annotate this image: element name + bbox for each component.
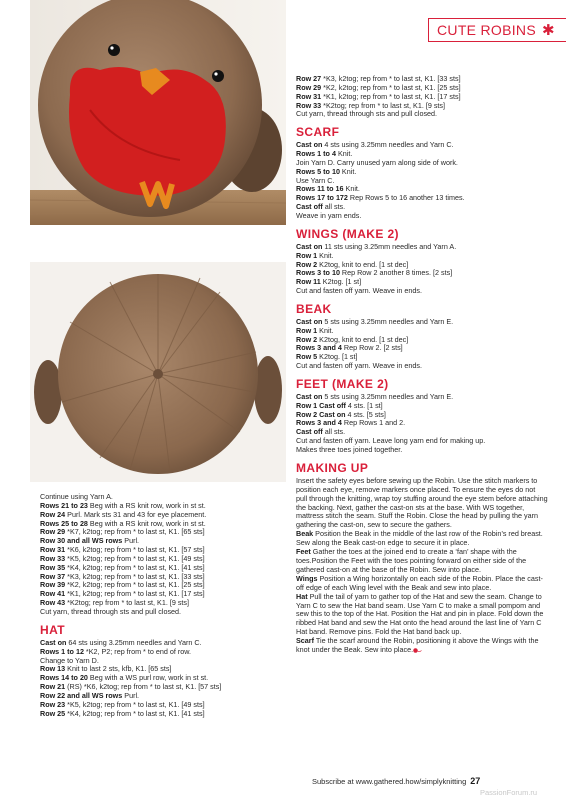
section-header-tab xyxy=(428,18,566,42)
pattern-row: Row 35 *K4, k2tog; rep from * to last st, K1. [41 sts] xyxy=(40,562,205,572)
pattern-row: Cut yarn, thread through sts and pull closed. xyxy=(40,606,182,616)
feet-heading: FEET (MAKE 2) xyxy=(296,376,389,391)
subscribe-link[interactable]: Subscribe at www.gathered.how/simplyknitting xyxy=(312,777,467,786)
watermark: PassionForum.ru xyxy=(480,788,538,797)
pattern-row: Cast on 5 sts using 3.25mm needles and Yarn E. xyxy=(296,316,454,326)
pattern-row: Cast on 5 sts using 3.25mm needles and Yarn E. xyxy=(296,391,454,401)
body-top-rows xyxy=(296,75,548,119)
pattern-row: Row 39 *K2, k2tog; rep from * to last st, K1. [25 sts] xyxy=(40,580,205,590)
pattern-row: Makes three toes joined together. xyxy=(296,445,403,454)
pattern-row: Row 37 *K3, k2tog; rep from * to last st, K1. [33 sts] xyxy=(40,571,205,581)
pattern-row: Cast off all sts. xyxy=(296,427,346,437)
pattern-row: Row 13 Knit to last 2 sts, kfb, K1. [65 sts] xyxy=(40,664,172,674)
pattern-row: Row 30 and all WS rows Purl. xyxy=(40,536,140,546)
pattern-row: Row 2 Cast on 4 sts. [5 sts] xyxy=(296,409,386,419)
pattern-row: Row 41 *K1, k2tog; rep from * to last st, K1. [17 sts] xyxy=(40,589,205,599)
pattern-row: Rows 1 to 12 *K2, P2; rep from * to end of row. xyxy=(40,646,192,656)
beak-heading: BEAK xyxy=(296,301,332,316)
pattern-row: Cut and fasten off yarn. Weave in ends. xyxy=(296,361,422,371)
pattern-row: Row 1 Knit. xyxy=(296,325,334,335)
right-text-column xyxy=(296,75,548,655)
pattern-row: Row 33 *K2tog; rep from * to last st, K1. [9 sts] xyxy=(296,100,446,110)
making-up-text xyxy=(296,477,548,655)
pattern-row: Cast off all sts. xyxy=(296,202,346,212)
making-up-heading: MAKING UP xyxy=(296,460,369,475)
scarf-rows xyxy=(296,141,548,221)
pattern-row: Row 11 K2tog. [1 st] xyxy=(296,277,362,287)
pattern-row: Row 29 *K2, k2tog; rep from * to last st, K1. [25 sts] xyxy=(296,82,461,92)
pattern-row: Rows 17 to 172 Rep Rows 5 to 16 another 13 times. xyxy=(296,193,465,203)
pattern-row: Rows 25 to 28 Beg with a RS knit row, work in st st. xyxy=(40,518,206,528)
page-number: 27 xyxy=(470,776,481,786)
scarf-heading: SCARF xyxy=(296,125,340,140)
beak-rows xyxy=(296,318,548,371)
making-up-intro: Insert the safety eyes before sewing up the Robin. Use the stitch markers to position each eye, remove markers once placed. To ensure the eyes do not pull through the knitting, wrap toy stuffing around the eye stem before attaching the backing. Next, gather the cast-on sts at the base. With WS together, mattress stitch the seam. Stuff the Robin. Close the head by pulling the yarn gathering the cast-on, sew to secure the gathers. xyxy=(296,475,548,530)
pattern-row: Rows 1 to 4 Knit. xyxy=(296,149,353,159)
pattern-row: Row 2 K2tog, knit to end. [1 st dec] xyxy=(296,259,409,269)
pattern-row: Row 29 *K7, k2tog; rep from * to last st, K1. [65 sts] xyxy=(40,527,205,537)
pattern-row: Row 2 K2tog, knit to end. [1 st dec] xyxy=(296,334,409,344)
pattern-row: Cast on 64 sts using 3.25mm needles and Yarn C. xyxy=(40,637,202,647)
robin-back-photo xyxy=(30,262,286,482)
pattern-row: Change to Yarn D. xyxy=(40,655,99,665)
pattern-row: Rows 11 to 16 Knit. xyxy=(296,184,360,194)
pattern-row: Rows 3 to 10 Rep Row 2 another 8 times. [2 sts] xyxy=(296,268,453,278)
hat-rows xyxy=(40,639,290,719)
pattern-row: Rows 21 to 23 Beg with a RS knit row, work in st st. xyxy=(40,500,206,510)
pattern-row: Row 25 *K4, k2tog; rep from * to last st, K1. [41 sts] xyxy=(40,708,205,718)
making-up-step: Feet Gather the toes at the joined end to create a ‘fan’ shape with the toes.Position the Feet with the toes pointing forward on either side of the gathered cast-on at the base of the Robin. Sew into place. xyxy=(296,547,527,574)
hat-heading: HAT xyxy=(40,622,65,637)
body-intro: Continue using Yarn A. xyxy=(40,492,113,501)
page-footer xyxy=(312,776,552,786)
pattern-row: Rows 3 and 4 Rep Row 2. [2 sts] xyxy=(296,343,403,353)
pattern-row: Row 21 (RS) *K6, k2tog; rep from * to last st, K1. [57 sts] xyxy=(40,682,222,692)
making-up-step: Beak Position the Beak in the middle of the last row of the Robin’s red breast. Sew along the Beak cast-on edge to secure it in place. xyxy=(296,529,543,548)
making-up-step: Wings Position a Wing horizontally on each side of the Robin. Place the cast-off edge of each Wing level with the Beak and sew into place. xyxy=(296,573,543,592)
pattern-row: Rows 3 and 4 Rep Rows 1 and 2. xyxy=(296,418,406,428)
pattern-row: Row 31 *K1, k2tog; rep from * to last st, K1. [17 sts] xyxy=(296,91,461,101)
robin-front-photo xyxy=(30,0,286,225)
pattern-row: Row 31 *K6, k2tog; rep from * to last st, K1. [57 sts] xyxy=(40,545,205,555)
wings-heading: WINGS (MAKE 2) xyxy=(296,226,399,241)
pattern-row: Row 23 *K5, k2tog; rep from * to last st, K1. [49 sts] xyxy=(40,699,205,709)
pattern-row: Row 1 Knit. xyxy=(296,250,334,260)
pattern-row: Row 1 Cast off 4 sts. [1 st] xyxy=(296,400,383,410)
pattern-row: Weave in yarn ends. xyxy=(296,210,362,220)
pattern-row: Row 24 Purl. Mark sts 31 and 43 for eye placement. xyxy=(40,509,207,519)
pattern-row: Cut and fasten off yarn. Weave in ends. xyxy=(296,286,422,296)
pattern-row: Row 27 *K3, k2tog; rep from * to last st, K1. [33 sts] xyxy=(296,74,461,83)
pattern-row: Cast on 11 sts using 3.25mm needles and Yarn A. xyxy=(296,241,457,251)
pattern-row: Row 5 K2tog. [1 st] xyxy=(296,352,358,362)
pattern-row: Rows 14 to 20 Beg with a WS purl row, work in st st. xyxy=(40,673,209,683)
feet-rows xyxy=(296,393,548,455)
pattern-row: Cut and fasten off yarn. Leave long yarn end for making up. xyxy=(296,436,486,446)
pattern-row: Row 33 *K5, k2tog; rep from * to last st, K1. [49 sts] xyxy=(40,553,205,563)
pattern-row: Row 22 and all WS rows Purl. xyxy=(40,690,140,700)
pattern-row: Join Yarn D. Carry unused yarn along side of work. xyxy=(296,157,458,167)
left-text-column xyxy=(40,493,290,718)
pattern-row: Cut yarn, thread through sts and pull closed. xyxy=(296,109,438,119)
making-up-step: Scarf Tie the scarf around the Robin, positioning it above the Wings with the knot under the Beak. Sew into place. xyxy=(296,636,539,655)
yarn-ball-end-icon xyxy=(413,648,422,653)
asterisk-flower-icon: ✱ xyxy=(541,22,555,39)
body-rows xyxy=(40,502,290,617)
pattern-row: Rows 5 to 10 Knit. xyxy=(296,166,357,176)
pattern-row: Row 43 *K2tog; rep from * to last st, K1. [9 sts] xyxy=(40,598,190,608)
section-title: CUTE ROBINS xyxy=(437,22,536,38)
pattern-row: Use Yarn C. xyxy=(296,175,335,185)
making-up-step: Hat Pull the tail of yarn to gather top of the Hat and sew the seam. Change to Yarn C to sew the Hat band seam. Use Yarn C to make a small pompom and sew this to the top of the Hat. Position the Hat and pin in place. Fold down the ribbed Hat band and sew the Hat onto the head around the last line of Yarn C Hat band. Remove pins. Fold the Hat band back up. xyxy=(296,591,544,637)
pattern-row: Cast on 4 sts using 3.25mm needles and Yarn C. xyxy=(296,140,454,150)
wings-rows xyxy=(296,243,548,296)
